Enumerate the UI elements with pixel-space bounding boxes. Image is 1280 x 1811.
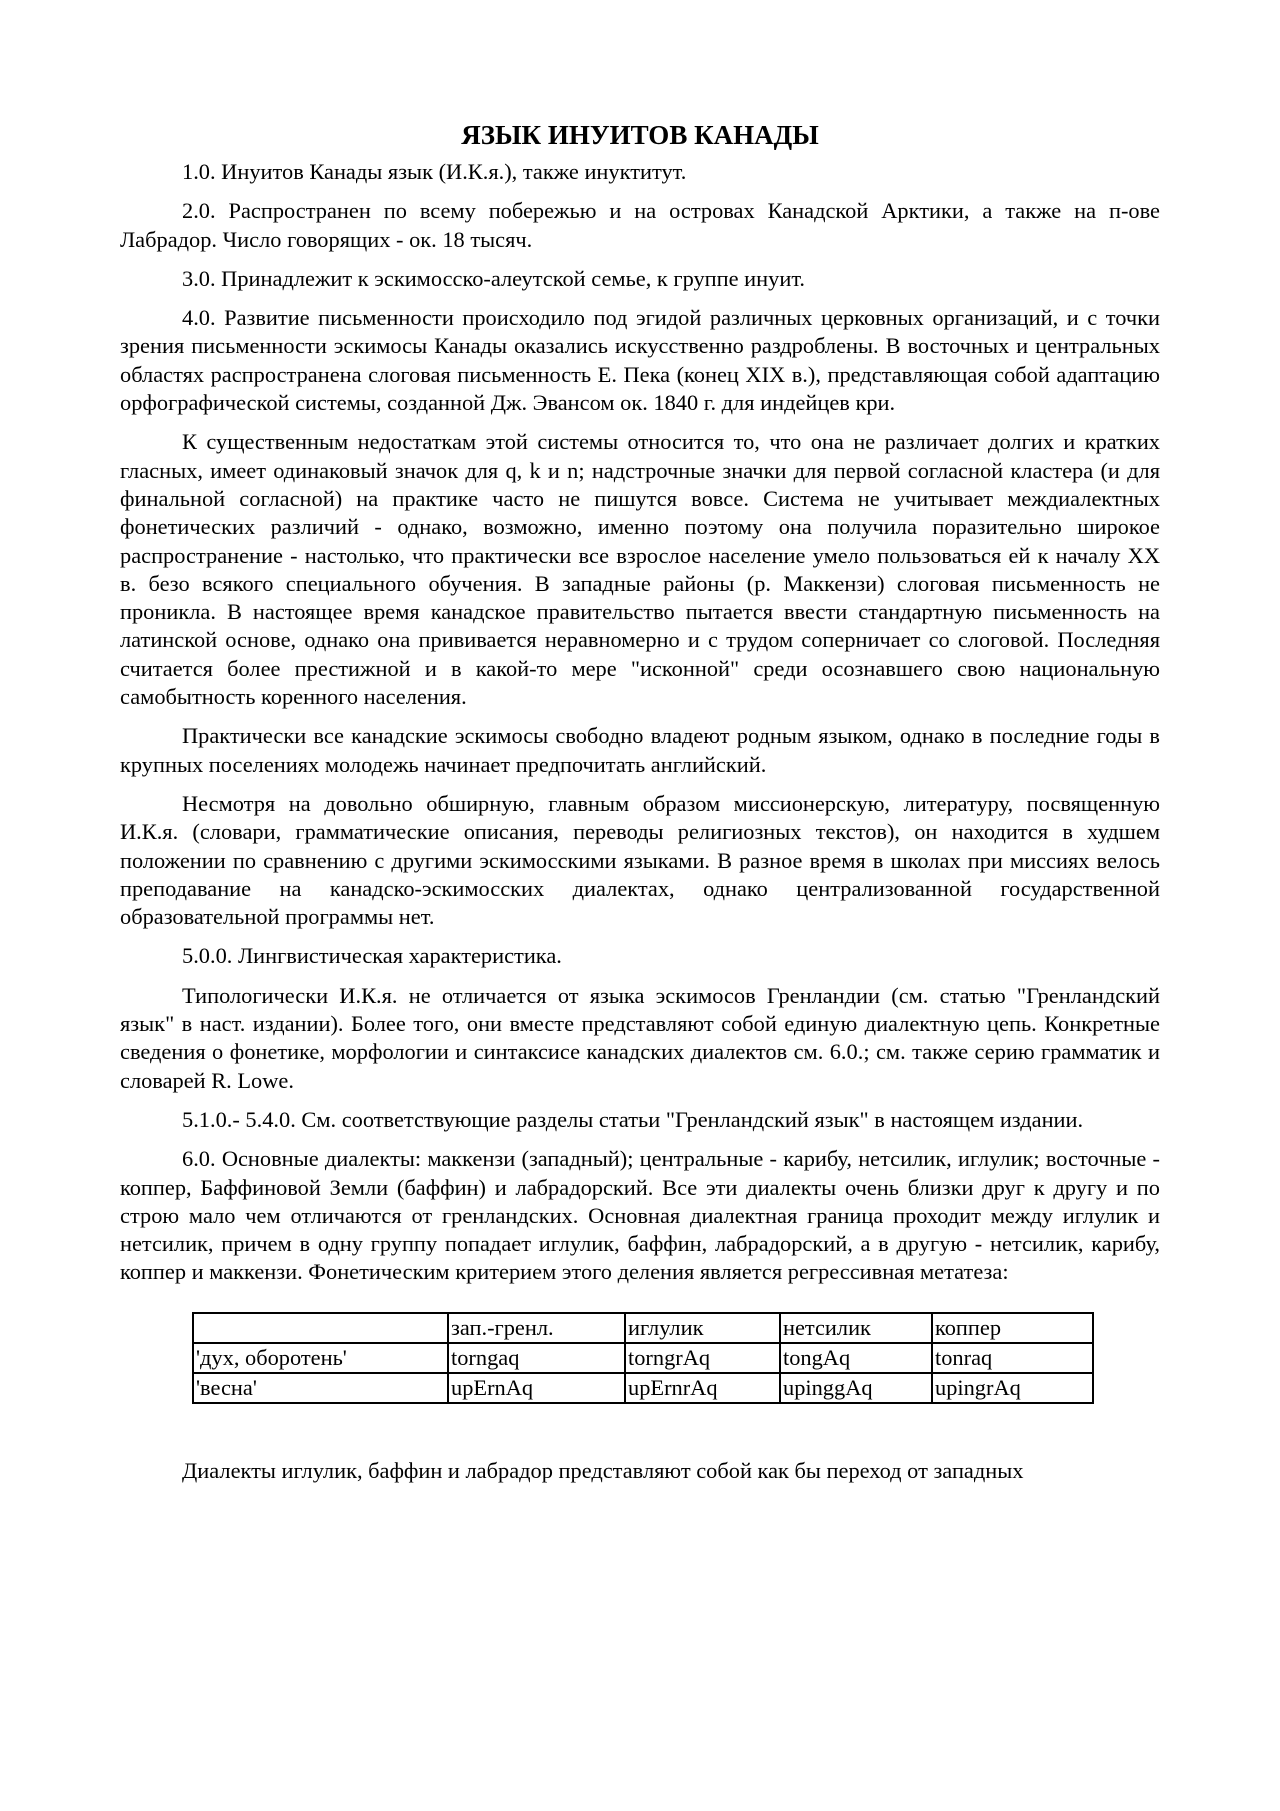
paragraph-4-0: 4.0. Развитие письменности происходило под эгидой различных церковных организаций, и с точки зрения письменности эскимосы Канады оказались искусственно раздроблены. В восточных и центральных областях распространена слоговая письменность Е. Пека (конец XIX в.), представляющая собой адаптацию орфографической системы, созданной Дж. Эвансом ок. 1840 г. для индейцев кри. xyxy=(120,305,1160,416)
table-header-cell xyxy=(193,1313,448,1343)
table-cell: torngrAq xyxy=(625,1343,780,1373)
dialect-table-wrapper xyxy=(120,1312,1160,1404)
table-row xyxy=(193,1373,1093,1403)
table-header-cell: нетсилик xyxy=(780,1313,932,1343)
table-cell: 'весна' xyxy=(193,1373,448,1403)
table-cell: torngaq xyxy=(448,1343,625,1373)
table-cell: upErnrAq xyxy=(625,1373,780,1403)
table-cell: upinggAq xyxy=(780,1373,932,1403)
table-cell: 'дух, оборотень' xyxy=(193,1343,448,1373)
document-page xyxy=(120,118,1160,1496)
document-title: ЯЗЫК ИНУИТОВ КАНАДЫ xyxy=(461,120,819,150)
table-header-cell: коппер xyxy=(932,1313,1093,1343)
table-cell: tonraq xyxy=(932,1343,1093,1373)
dialect-comparison-table xyxy=(192,1312,1094,1404)
table-header-cell: зап.-гренл. xyxy=(448,1313,625,1343)
table-header-row xyxy=(193,1313,1093,1343)
table-cell: upErnAq xyxy=(448,1373,625,1403)
table-cell: tongAq xyxy=(780,1343,932,1373)
paragraph-dialect-transition: Диалекты иглулик, баффин и лабрадор представляют собой как бы переход от западных xyxy=(182,1457,1024,1483)
paragraph-5-1-0: 5.1.0.- 5.4.0. См. соответствующие разделы статьи "Гренландский язык" в настоящем издании. xyxy=(182,1106,1084,1132)
table-header-cell: иглулик xyxy=(625,1313,780,1343)
paragraph-5-0-0: 5.0.0. Лингвистическая характеристика. xyxy=(182,943,562,969)
paragraph-1-0: 1.0. Инуитов Канады язык (И.К.я.), также инуктитут. xyxy=(182,159,687,184)
table-cell: upingrAq xyxy=(932,1373,1093,1403)
paragraph-2-0: 2.0. Распространен по всему побережью и на островах Канадской Арктики, а также на п-ове Лабрадор. Число говорящих - ок. 18 тысяч. xyxy=(120,198,1160,252)
paragraph-language-use: Практически все канадские эскимосы свободно владеют родным языком, однако в последние годы в крупных поселениях молодежь начинает предпочитать английский. xyxy=(120,723,1160,777)
paragraph-6-0: 6.0. Основные диалекты: маккензи (западный); центральные - карибу, нетсилик, иглулик; восточные - коппер, Баффиновой Земли (баффин) и лабрадорский. Все эти диалекты очень близки друг к другу и по строю мало чем отличаются от гренландских. Основная диалектная граница проходит между иглулик и нетсилик, причем в одну группу попадает иглулик, баффин, лабрадорский, а в другую - нетсилик, карибу, коппер и маккензи. Фонетическим критерием этого деления является регрессивная метатеза: xyxy=(120,1146,1160,1285)
table-row xyxy=(193,1343,1093,1373)
paragraph-literature: Несмотря на довольно обширную, главным образом миссионерскую, литературу, посвященную И.К.я. (словари, грамматические описания, переводы религиозных текстов), он находится в худшем положении по сравнению с другими эскимосскими языками. В разное время в школах при миссиях велось преподавание на канадско-эскимосских диалектах, однако централизованной государственной образовательной программы нет. xyxy=(120,790,1160,930)
paragraph-3-0: 3.0. Принадлежит к эскимосско-алеутской семье, к группе инуит. xyxy=(182,265,806,291)
paragraph-typology: Типологически И.К.я. не отличается от языка эскимосов Гренландии (см. статью "Гренландский язык" в наст. издании). Более того, они вместе представляют собой единую диалектную цепь. Конкретные сведения о фонетике, морфологии и синтаксисе канадских диалектов см. 6.0.; см. также серию грамматик и словарей R. Lowe. xyxy=(120,982,1160,1093)
paragraph-writing-drawbacks: К существенным недостаткам этой системы относится то, что она не различает долгих и кратких гласных, имеет одинаковый значок для q, k и n; надстрочные значки для первой согласной кластера (и для финальной согласной) на практике часто не пишутся вовсе. Система не учитывает междиалектных фонетических различий - однако, возможно, именно поэтому она получила поразительно широкое распространение - настолько, что практически все взрослое население умело пользоваться ей к началу XX в. безо всякого специального обучения. В западные районы (р. Маккензи) слоговая письменность не проникла. В настоящее время канадское правительство пытается ввести стандартную письменность на латинской основе, однако она прививается неравномерно и с трудом соперничает со слоговой. Последняя считается более престижной и в какой-то мере "исконной" среди осознавшего свою национальную самобытность коренного населения. xyxy=(120,429,1160,710)
